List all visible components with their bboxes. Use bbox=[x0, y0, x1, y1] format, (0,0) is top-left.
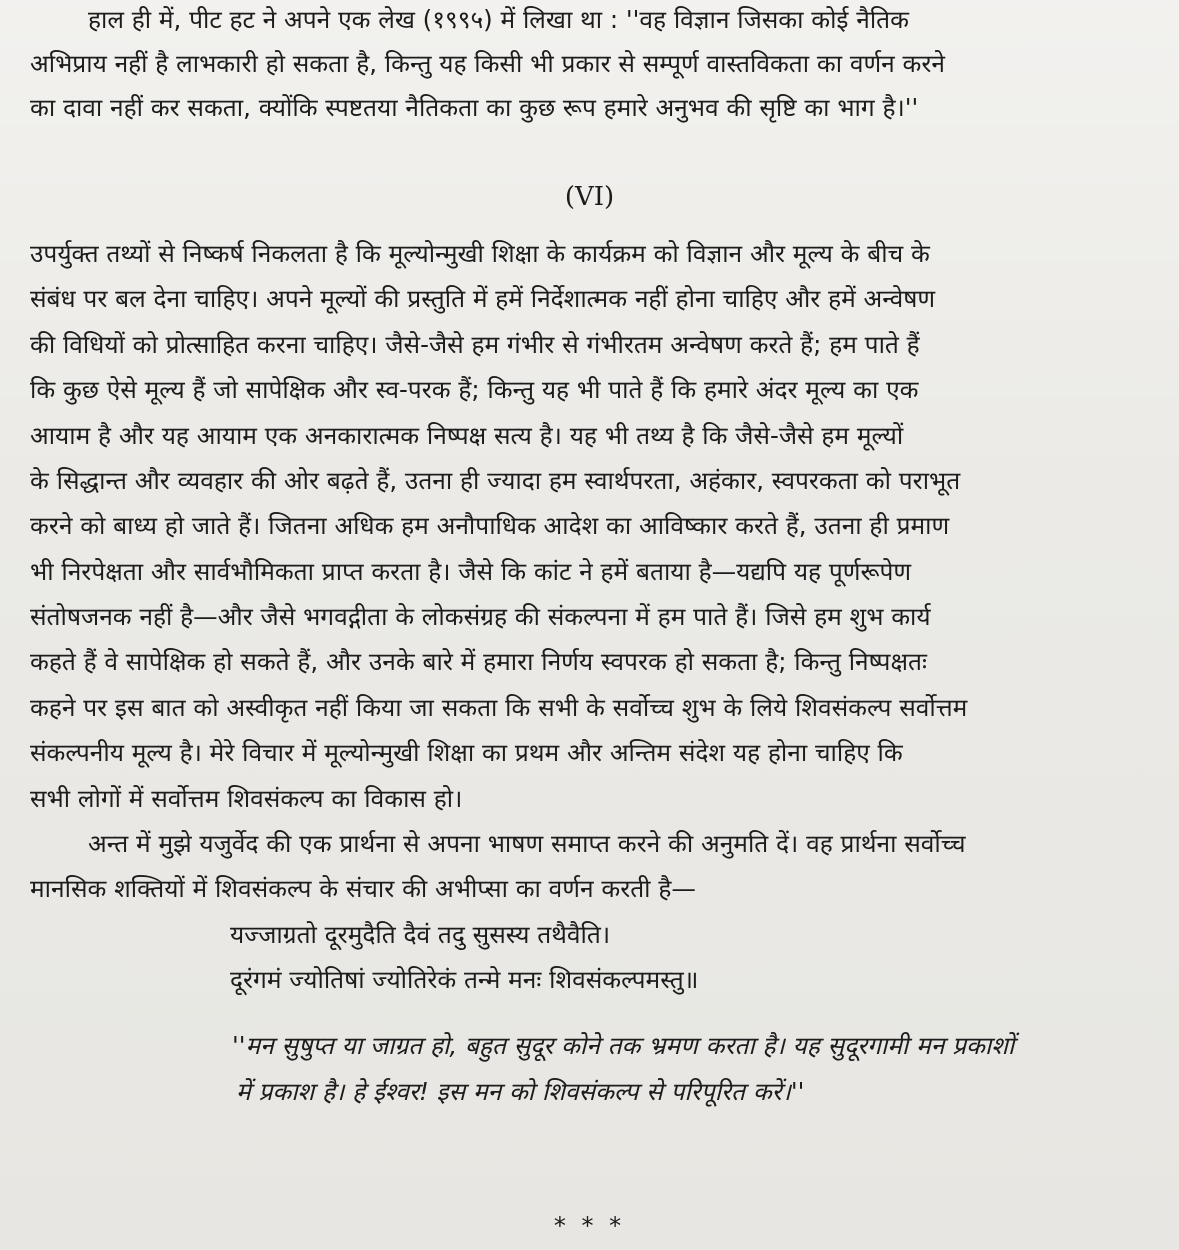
paragraph-line: संकल्पनीय मूल्य है। मेरे विचार में मूल्योन्मुखी शिक्षा का प्रथम और अन्तिम संदेश यह होना चाहिए कि bbox=[30, 738, 903, 767]
paragraph-line: का दावा नहीं कर सकता, क्योंकि स्पष्टतया नैतिकता का कुछ रूप हमारे अनुभव की सृष्टि का भाग है।'' bbox=[30, 93, 919, 122]
paragraph-line: के सिद्धान्त और व्यवहार की ओर बढ़ते हैं, उतना ही ज्यादा हम स्वार्थपरता, अहंकार, स्वपरकता को पराभूत bbox=[30, 466, 961, 495]
verse-line: दूरंगमं ज्योतिषां ज्योतिरेकं तन्मे मनः शिवसंकल्पमस्तु॥ bbox=[230, 965, 699, 994]
paragraph-line: की विधियों को प्रोत्साहित करना चाहिए। जैसे-जैसे हम गंभीर से गंभीरतम अन्वेषण करते हैं; हम पाते हैं bbox=[30, 330, 920, 359]
section-heading: (VI) bbox=[564, 182, 615, 212]
paragraph-line: भी निरपेक्षता और सार्वभौमिकता प्राप्त करता है। जैसे कि कांट ने हमें बताया है—यद्यपि यह पूर्णरूपेण bbox=[30, 557, 912, 586]
section-end-marker: * * * bbox=[553, 1212, 626, 1240]
paragraph-line: हाल ही में, पीट हट ने अपने एक लेख (१९९५) में लिखा था : ''वह विज्ञान जिसका कोई नैतिक bbox=[88, 5, 909, 34]
translation-line: में प्रकाश है। हे ईश्वर! इस मन को शिवसंकल्प से परिपूरित करें।'' bbox=[236, 1077, 805, 1106]
paragraph-line: आयाम है और यह आयाम एक अनकारात्मक निष्पक्ष सत्य है। यह भी तथ्य है कि जैसे-जैसे हम मूल्यों bbox=[30, 421, 904, 450]
paragraph-line: मानसिक शक्तियों में शिवसंकल्प के संचार की अभीप्सा का वर्णन करती है— bbox=[30, 874, 696, 903]
translation-line: ''मन सुषुप्त या जाग्रत हो, बहुत सुदूर कोने तक भ्रमण करता है। यह सुदूरगामी मन प्रकाशों bbox=[232, 1031, 1015, 1060]
paragraph-line: करने को बाध्य हो जाते हैं। जितना अधिक हम अनौपाधिक आदेश का आविष्कार करते हैं, उतना ही प्रमाण bbox=[30, 511, 950, 540]
paragraph-line: कि कुछ ऐसे मूल्य हैं जो सापेक्षिक और स्व-परक हैं; किन्तु यह भी पाते हैं कि हमारे अंदर मूल्य का एक bbox=[30, 375, 919, 404]
paragraph-line: अन्त में मुझे यजुर्वेद की एक प्रार्थना से अपना भाषण समाप्त करने की अनुमति दें। वह प्रार्थना सर्वोच्च bbox=[88, 829, 966, 858]
paragraph-line: कहते हैं वे सापेक्षिक हो सकते हैं, और उनके बारे में हमारा निर्णय स्वपरक हो सकता है; किन्तु निष्पक्षतः bbox=[30, 647, 927, 676]
paragraph-line: सभी लोगों में सर्वोत्तम शिवसंकल्प का विकास हो। bbox=[30, 784, 463, 813]
verse-line: यज्जाग्रतो दूरमुदैति दैवं तदु सुसस्य तथैवैति। bbox=[230, 920, 611, 949]
paragraph-line: संतोषजनक नहीं है—और जैसे भगवद्गीता के लोकसंग्रह की संकल्पना में हम पाते हैं। जिसे हम शुभ कार्य bbox=[30, 602, 931, 631]
paragraph-line: कहने पर इस बात को अस्वीकृत नहीं किया जा सकता कि सभी के सर्वोच्च शुभ के लिये शिवसंकल्प सर्वोत्तम bbox=[30, 693, 968, 722]
paragraph-line: अभिप्राय नहीं है लाभकारी हो सकता है, किन्तु यह किसी भी प्रकार से सम्पूर्ण वास्तविकता का वर्णन करने bbox=[30, 49, 945, 78]
paragraph-line: उपर्युक्त तथ्यों से निष्कर्ष निकलता है कि मूल्योन्मुखी शिक्षा के कार्यक्रम को विज्ञान और मूल्य के बीच के bbox=[30, 239, 930, 268]
paragraph-line: संबंध पर बल देना चाहिए। अपने मूल्यों की प्रस्तुति में हमें निर्देशात्मक नहीं होना चाहिए और हमें अन्वेषण bbox=[30, 284, 936, 313]
